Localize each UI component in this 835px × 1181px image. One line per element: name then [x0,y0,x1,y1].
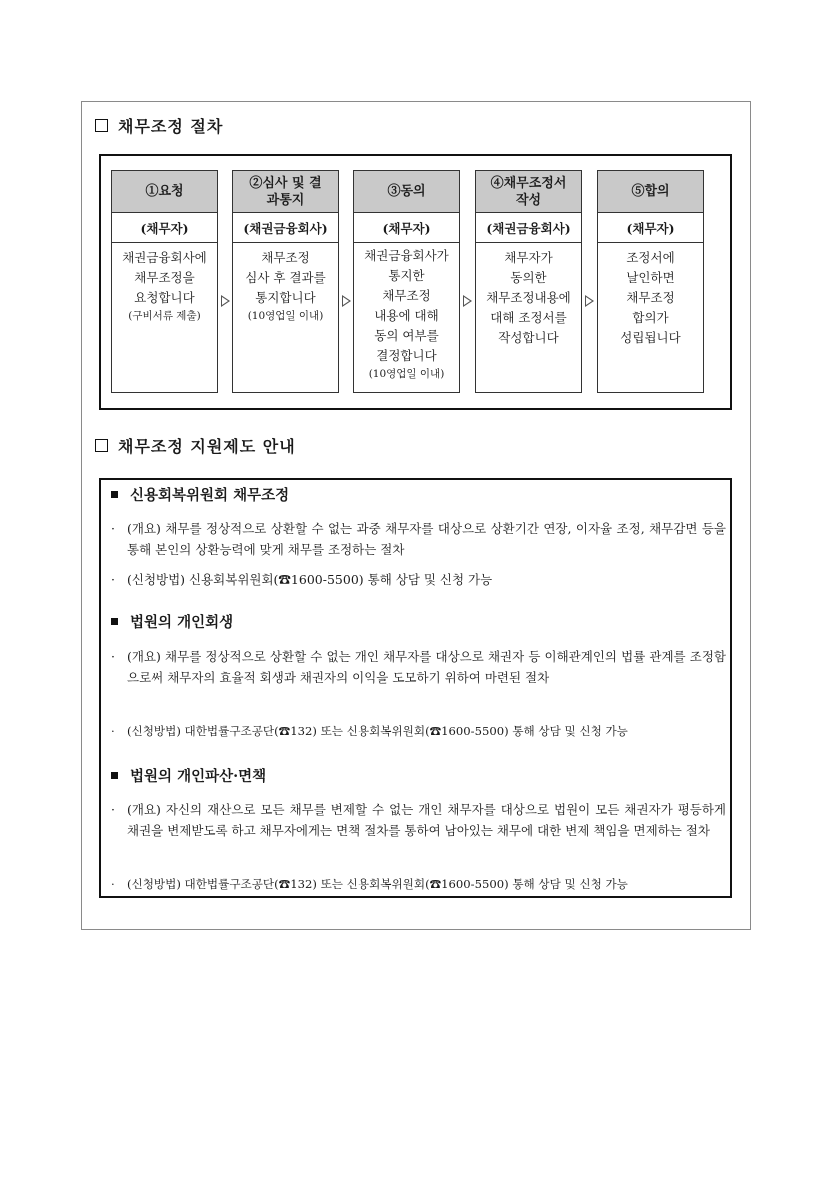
list-item [111,799,726,841]
step-line: 성립됩니다 [620,330,681,345]
step-line: 심사 후 결과를 [245,270,326,285]
step-head: ③동의 [354,171,459,213]
step-line: 동의 여부를 [374,328,439,343]
step-body [233,243,338,325]
step-line: 채권금융회사에 [122,250,207,265]
item-text: (신청방법) 대한법률구조공단(☎132) 또는 신용회복위원회(☎1600-5500) 통해 상담 및 신청 가능 [127,877,628,891]
step-note: (10영업일 이내) [247,310,324,322]
rehabilitation-heading [111,611,233,632]
list-item [111,569,726,590]
square-bullet-icon [111,772,118,779]
list-item [111,518,726,560]
step-head-text: ②심사 및 결과통지 [249,175,322,208]
step-line: 통지합니다 [255,290,316,305]
step-agreement [597,170,704,393]
support-title: 채무조정 지원제도 안내 [118,437,296,456]
step-line: 요청합니다 [134,290,195,305]
item-text: (개요) 자신의 재산으로 모든 채무를 변제할 수 없는 개인 채무자를 대상으로 법원이 모든 채권자가 평등하게 채권을 변제받도록 하고 채무자에게는 면책 절차를 통하여 남아있는 채무에 대한 변제 책임을 면제하는 절차 [127,802,726,838]
bankruptcy-heading [111,765,266,786]
step-line: 합의가 [632,310,669,325]
section-title: 신용회복위원회 채무조정 [130,487,290,504]
step-actor: (채권금융회사) [233,213,338,243]
middle-dot-icon: · [111,649,115,664]
step-write-agreement [475,170,582,393]
step-line: 채무자가 [504,250,553,265]
step-actor: (채무자) [112,213,217,243]
item-text: (개요) 채무를 정상적으로 상환할 수 없는 과중 채무자를 대상으로 상환기간 연장, 이자율 조정, 채무감면 등을 통해 본인의 상환능력에 맞게 채무를 조정하는 절차 [127,521,726,557]
step-head [233,171,338,213]
step-consent [353,170,460,393]
step-line: 대해 조정서를 [490,310,567,325]
middle-dot-icon: · [111,572,115,587]
square-bullet-icon [111,491,118,498]
list-item [111,874,726,895]
credit-recovery-heading [111,484,289,505]
list-item [111,646,726,688]
step-line: 내용에 대해 [374,308,439,323]
step-line: 동의한 [510,270,547,285]
checkbox-square-icon [95,439,108,452]
arrow-right-icon [221,295,230,307]
step-line: 결정합니다 [376,348,437,363]
arrow-right-icon [585,295,594,307]
step-line: 채무조정 [382,288,431,303]
square-bullet-icon [111,618,118,625]
middle-dot-icon: · [111,521,115,536]
arrow-right-icon [342,295,351,307]
step-line: 채무조정 [261,250,310,265]
step-body [598,243,703,348]
step-note: (10영업일 이내) [368,368,445,380]
step-review [232,170,339,393]
item-text: (신청방법) 대한법률구조공단(☎132) 또는 신용회복위원회(☎1600-5500) 통해 상담 및 신청 가능 [127,724,628,738]
procedure-title: 채무조정 절차 [118,117,224,136]
step-line: 채권금융회사가 [364,248,449,263]
step-actor: (채권금융회사) [476,213,581,243]
step-body [112,243,217,325]
middle-dot-icon: · [111,802,115,817]
step-head: ①요청 [112,171,217,213]
step-request [111,170,218,393]
list-item [111,721,726,742]
step-note: (구비서류 제출) [128,310,201,322]
step-line: 조정서에 [626,250,675,265]
item-text: (신청방법) 신용회복위원회(☎1600-5500) 통해 상담 및 신청 가능 [127,572,493,587]
step-line: 채무조정 [626,290,675,305]
step-actor: (채무자) [354,213,459,243]
step-head-text: ④채무조정서 작성 [490,175,567,208]
middle-dot-icon: · [111,724,115,738]
step-line: 작성합니다 [498,330,559,345]
step-line: 채무조정을 [134,270,195,285]
support-heading [95,434,296,457]
step-line: 채무조정내용에 [486,290,571,305]
step-line: 날인하면 [626,270,675,285]
section-title: 법원의 개인회생 [130,614,234,631]
procedure-heading [95,114,223,137]
step-body [354,243,459,383]
step-line: 통지한 [388,268,425,283]
section-title: 법원의 개인파산·면책 [130,768,267,785]
item-text: (개요) 채무를 정상적으로 상환할 수 없는 개인 채무자를 대상으로 채권자 등 이해관계인의 법률 관계를 조정함으로써 채무자의 효율적 회생과 채권자의 이익을 도모하기 위하여 마련된 절차 [127,649,726,685]
step-head: ⑤합의 [598,171,703,213]
arrow-right-icon [463,295,472,307]
middle-dot-icon: · [111,877,115,891]
step-actor: (채무자) [598,213,703,243]
step-head [476,171,581,213]
checkbox-square-icon [95,119,108,132]
step-body [476,243,581,348]
